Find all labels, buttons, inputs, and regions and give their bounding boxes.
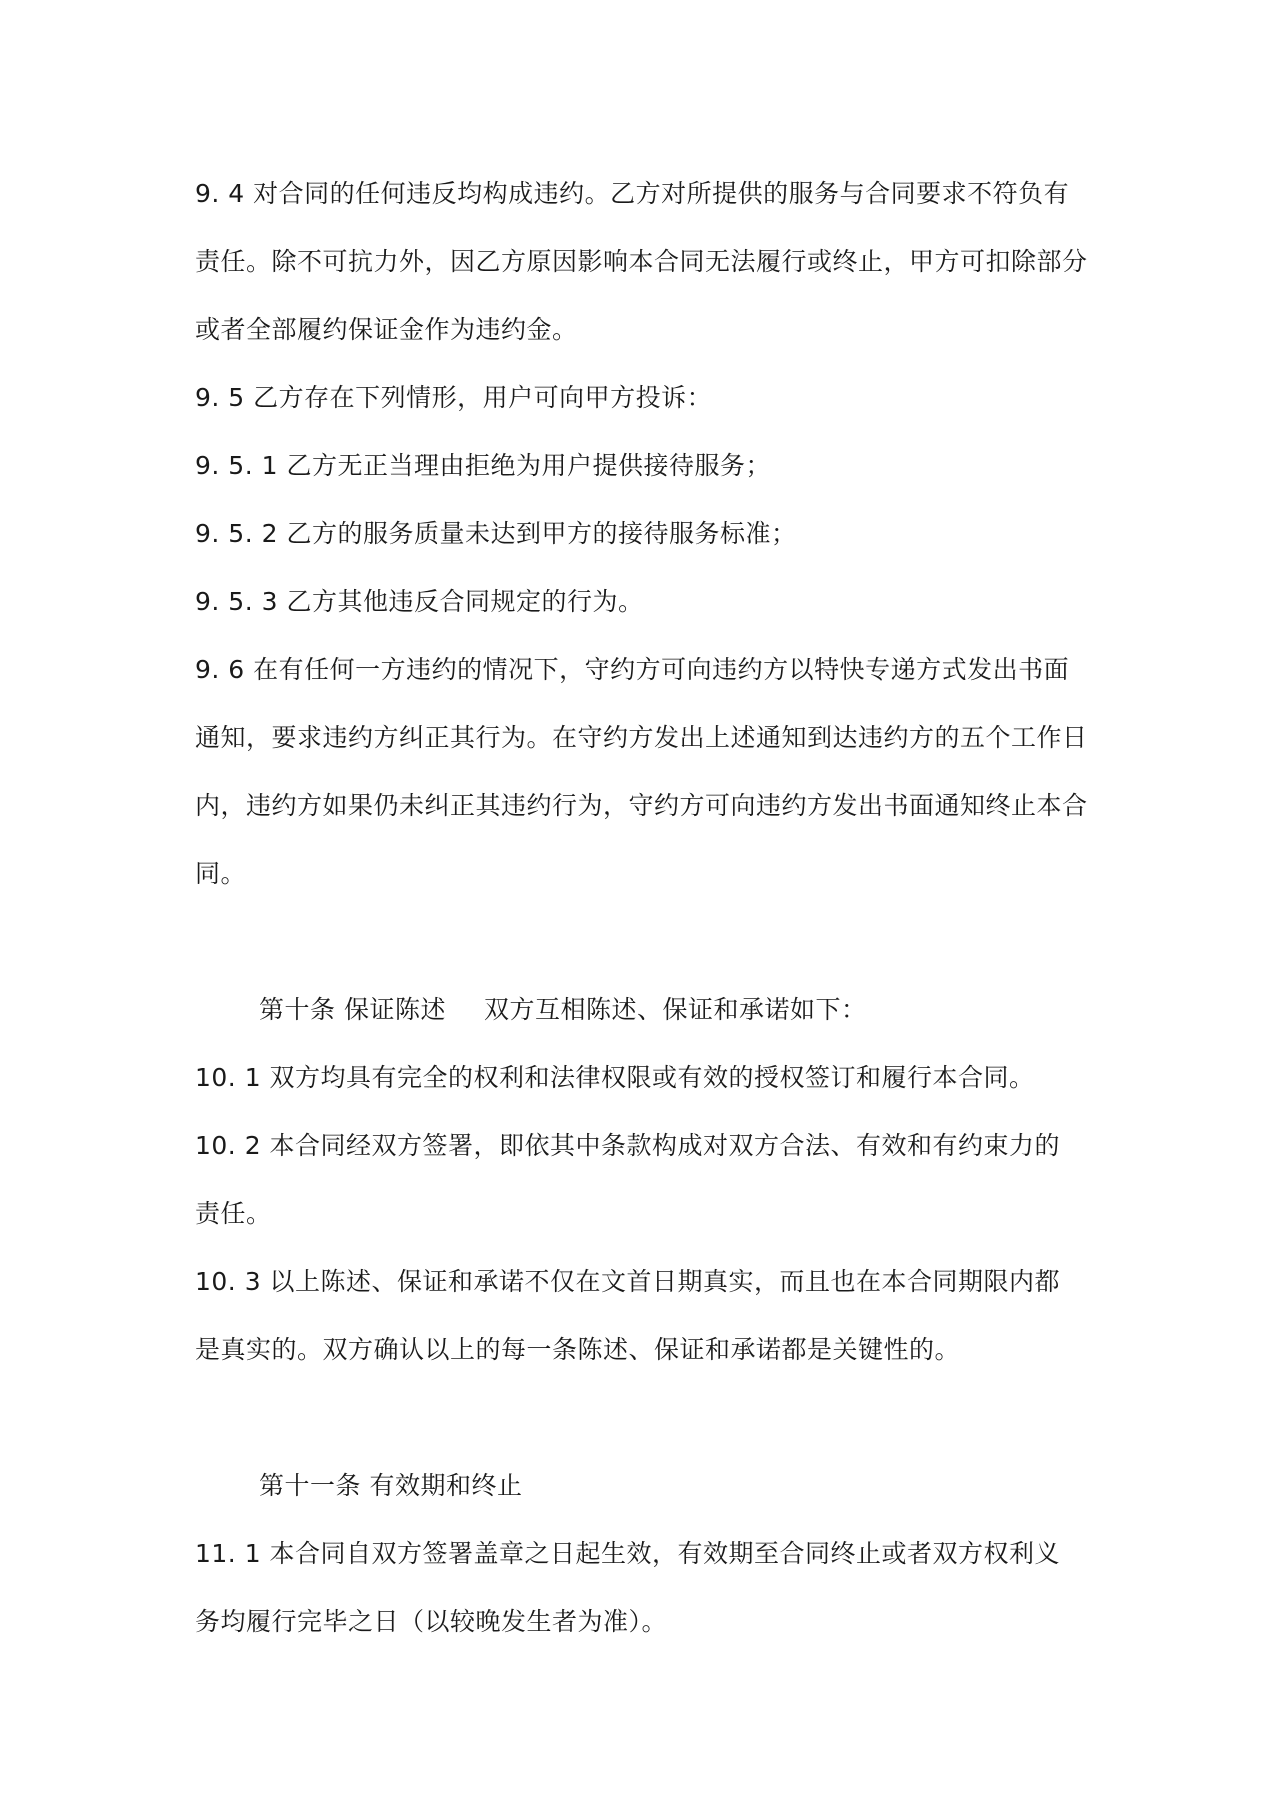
article-10-intro: 双方互相陈述、保证和承诺如下： [483,995,867,1024]
article-10-heading [195,976,1105,1044]
clause-9-5: 9. 5 乙方存在下列情形，用户可向甲方投诉： [195,383,713,412]
clause-10-3-line-1: 10. 3 以上陈述、保证和承诺不仅在文首日期真实，而且也在本合同期限内都 [195,1267,1061,1296]
clause-10-1: 10. 1 双方均具有完全的权利和法律权限或有效的授权签订和履行本合同。 [195,1063,1035,1092]
clause-10-2-line-1: 10. 2 本合同经双方签署，即依其中条款构成对双方合法、有效和有约束力的 [195,1131,1061,1160]
clause-11-1-line-2: 务均履行完毕之日（以较晚发生者为准）。 [195,1607,668,1636]
article-11-heading: 第十一条 有效期和终止 [259,1471,523,1500]
clause-9-6-line-3: 内，违约方如果仍未纠正其违约行为，守约方可向违约方发出书面通知终止本合 [195,791,1088,820]
section-gap [195,908,1105,976]
clause-9-5-3: 9. 5. 3 乙方其他违反合同规定的行为。 [195,587,644,616]
article-10-title: 第十条 保证陈述 [259,995,446,1024]
clause-9-5-1: 9. 5. 1 乙方无正当理由拒绝为用户提供接待服务； [195,451,771,480]
clause-9-6-line-1: 9. 6 在有任何一方违约的情况下，守约方可向违约方以特快专递方式发出书面 [195,655,1070,684]
clause-9-6-line-4: 同。 [195,859,247,888]
clause-9-5-2: 9. 5. 2 乙方的服务质量未达到甲方的接待服务标准； [195,519,797,548]
clause-9-6-line-2: 通知，要求违约方纠正其行为。在守约方发出上述通知到达违约方的五个工作日 [195,723,1088,752]
clause-9-4-line-1: 9. 4 对合同的任何违反均构成违约。乙方对所提供的服务与合同要求不符负有 [195,179,1070,208]
clause-9-4-line-2: 责任。除不可抗力外，因乙方原因影响本合同无法履行或终止，甲方可扣除部分 [195,247,1088,276]
clause-10-2-line-2: 责任。 [195,1199,272,1228]
clause-11-1-line-1: 11. 1 本合同自双方签署盖章之日起生效，有效期至合同终止或者双方权利义 [195,1539,1061,1568]
clause-9-4-line-3: 或者全部履约保证金作为违约金。 [195,315,578,344]
document-body [195,160,1105,1656]
section-gap [195,1384,1105,1452]
clause-10-3-line-2: 是真实的。双方确认以上的每一条陈述、保证和承诺都是关键性的。 [195,1335,961,1364]
